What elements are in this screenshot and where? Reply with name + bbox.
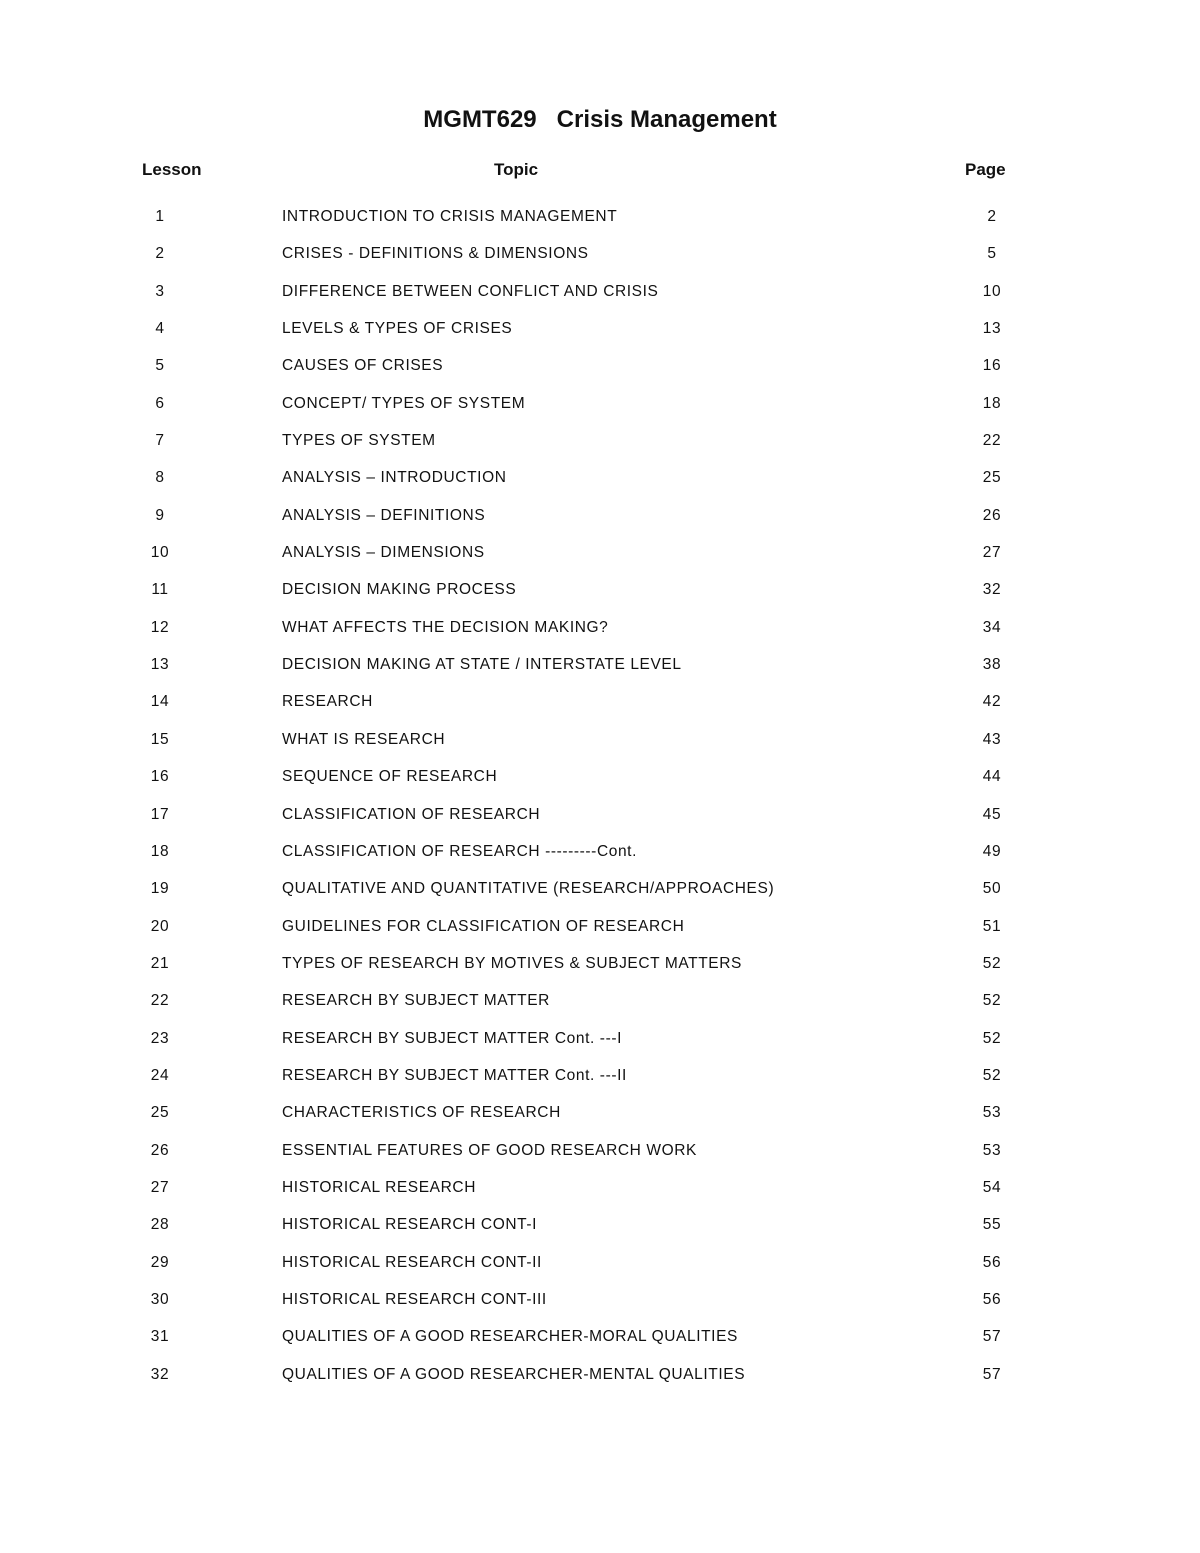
page-number: 2 xyxy=(987,208,997,225)
lesson-number: 7 xyxy=(155,432,165,450)
lesson-number: 9 xyxy=(155,506,165,524)
lesson-number: 26 xyxy=(150,1141,170,1159)
page-number: 34 xyxy=(982,618,1002,636)
table-row xyxy=(0,347,1200,384)
lesson-number: 19 xyxy=(150,880,170,898)
table-row xyxy=(0,796,1200,833)
topic-title: CONCEPT/ TYPES OF SYSTEM xyxy=(282,394,526,412)
lesson-number: 22 xyxy=(150,992,170,1010)
page-number: 49 xyxy=(982,842,1002,860)
topic-title: ESSENTIAL FEATURES OF GOOD RESEARCH WORK xyxy=(282,1141,697,1159)
topic-title: WHAT AFFECTS THE DECISION MAKING? xyxy=(282,618,609,636)
lesson-number: 8 xyxy=(155,469,165,487)
lesson-number: 23 xyxy=(150,1029,170,1047)
page-number: 45 xyxy=(982,805,1002,823)
page-number: 26 xyxy=(982,506,1002,524)
page-number: 18 xyxy=(982,394,1002,412)
page-number: 25 xyxy=(982,469,1002,487)
table-row xyxy=(0,908,1200,945)
lesson-number: 30 xyxy=(150,1290,170,1308)
topic-title: CAUSES OF CRISES xyxy=(282,357,444,375)
topic-title: RESEARCH BY SUBJECT MATTER xyxy=(282,992,550,1010)
lesson-number: 24 xyxy=(150,1066,170,1084)
lesson-number: 4 xyxy=(155,320,165,338)
table-row xyxy=(0,1020,1200,1057)
topic-title: CHARACTERISTICS OF RESEARCH xyxy=(282,1104,561,1122)
page-number: 52 xyxy=(982,992,1002,1010)
page-number: 53 xyxy=(982,1104,1002,1122)
lesson-number: 17 xyxy=(150,805,170,823)
topic-title: GUIDELINES FOR CLASSIFICATION OF RESEARCH xyxy=(282,917,685,935)
topic-title: HISTORICAL RESEARCH CONT-I xyxy=(282,1216,538,1234)
lesson-number: 29 xyxy=(150,1253,170,1271)
table-row xyxy=(0,497,1200,534)
page-number: 53 xyxy=(982,1141,1002,1159)
topic-title: HISTORICAL RESEARCH CONT-II xyxy=(282,1253,542,1271)
page-title: MGMT629 Crisis Management xyxy=(423,106,777,133)
page-number: 5 xyxy=(987,245,997,263)
table-row xyxy=(0,1169,1200,1206)
page-number: 16 xyxy=(982,357,1002,375)
page-number: 38 xyxy=(982,656,1002,674)
lesson-number: 15 xyxy=(150,730,170,748)
table-row xyxy=(0,1356,1200,1393)
table-row xyxy=(0,1206,1200,1243)
topic-title: QUALITATIVE AND QUANTITATIVE (RESEARCH/APPROACHES) xyxy=(282,880,775,898)
table-row xyxy=(0,235,1200,272)
table-row xyxy=(0,870,1200,907)
table-row xyxy=(0,385,1200,422)
lesson-number: 16 xyxy=(150,768,170,786)
table-row xyxy=(0,683,1200,720)
page-number: 42 xyxy=(982,693,1002,711)
table-row xyxy=(0,1244,1200,1281)
page-column-header: Page xyxy=(965,160,1006,179)
table-row xyxy=(0,833,1200,870)
page-number: 43 xyxy=(982,730,1002,748)
table-row xyxy=(0,422,1200,459)
topic-title: DECISION MAKING AT STATE / INTERSTATE LEVEL xyxy=(282,656,682,674)
topic-title: HISTORICAL RESEARCH CONT-III xyxy=(282,1290,547,1308)
topic-title: RESEARCH xyxy=(282,693,373,711)
page-number: 44 xyxy=(982,768,1002,786)
table-row xyxy=(0,1094,1200,1131)
lesson-number: 6 xyxy=(155,394,165,412)
lesson-number: 14 xyxy=(150,693,170,711)
page-number: 57 xyxy=(982,1365,1002,1383)
lesson-number: 3 xyxy=(155,282,165,300)
table-row xyxy=(0,198,1200,235)
table-row xyxy=(0,310,1200,347)
table-of-contents xyxy=(0,198,1200,1393)
page-number: 32 xyxy=(982,581,1002,599)
page-number: 51 xyxy=(982,917,1002,935)
topic-title: HISTORICAL RESEARCH xyxy=(282,1178,476,1196)
page-number: 22 xyxy=(982,432,1002,450)
table-row xyxy=(0,982,1200,1019)
table-row xyxy=(0,534,1200,571)
page-number: 52 xyxy=(982,954,1002,972)
page-number: 13 xyxy=(982,320,1002,338)
topic-title: CLASSIFICATION OF RESEARCH ---------Cont. xyxy=(282,842,637,860)
topic-title: RESEARCH BY SUBJECT MATTER Cont. ---I xyxy=(282,1029,623,1047)
page-number: 10 xyxy=(982,282,1002,300)
table-row xyxy=(0,609,1200,646)
topic-title: INTRODUCTION TO CRISIS MANAGEMENT xyxy=(282,208,618,225)
table-row xyxy=(0,571,1200,608)
page-number: 55 xyxy=(982,1216,1002,1234)
lesson-number: 25 xyxy=(150,1104,170,1122)
lesson-number: 2 xyxy=(155,245,165,263)
lesson-number: 28 xyxy=(150,1216,170,1234)
topic-title: ANALYSIS – DIMENSIONS xyxy=(282,544,485,562)
topic-title: DECISION MAKING PROCESS xyxy=(282,581,517,599)
page-number: 57 xyxy=(982,1328,1002,1346)
topic-title: QUALITIES OF A GOOD RESEARCHER-MORAL QUALITIES xyxy=(282,1328,738,1346)
page-number: 56 xyxy=(982,1290,1002,1308)
table-row xyxy=(0,459,1200,496)
table-row xyxy=(0,646,1200,683)
topic-title: ANALYSIS – DEFINITIONS xyxy=(282,506,486,524)
table-row xyxy=(0,758,1200,795)
topic-title: SEQUENCE OF RESEARCH xyxy=(282,768,498,786)
page-number: 54 xyxy=(982,1178,1002,1196)
lesson-number: 20 xyxy=(150,917,170,935)
lesson-number: 27 xyxy=(150,1178,170,1196)
lesson-column-header: Lesson xyxy=(142,160,202,179)
lesson-number: 32 xyxy=(150,1365,170,1383)
lesson-number: 21 xyxy=(150,954,170,972)
page-number: 27 xyxy=(982,544,1002,562)
lesson-number: 10 xyxy=(150,544,170,562)
table-row xyxy=(0,273,1200,310)
lesson-number: 11 xyxy=(151,581,169,599)
page-number: 52 xyxy=(982,1029,1002,1047)
table-row xyxy=(0,1132,1200,1169)
table-row xyxy=(0,1318,1200,1355)
page-number: 56 xyxy=(982,1253,1002,1271)
topic-title: TYPES OF SYSTEM xyxy=(282,432,436,450)
topic-title: DIFFERENCE BETWEEN CONFLICT AND CRISIS xyxy=(282,282,659,300)
lesson-number: 5 xyxy=(155,357,165,375)
lesson-number: 13 xyxy=(150,656,170,674)
page-number: 52 xyxy=(982,1066,1002,1084)
lesson-number: 1 xyxy=(155,208,165,225)
page-number: 50 xyxy=(982,880,1002,898)
table-row xyxy=(0,1281,1200,1318)
lesson-number: 18 xyxy=(150,842,170,860)
topic-column-header: Topic xyxy=(494,160,539,179)
topic-title: CLASSIFICATION OF RESEARCH xyxy=(282,805,541,823)
topic-title: CRISES - DEFINITIONS & DIMENSIONS xyxy=(282,245,589,263)
topic-title: RESEARCH BY SUBJECT MATTER Cont. ---II xyxy=(282,1066,627,1084)
table-row xyxy=(0,1057,1200,1094)
lesson-number: 31 xyxy=(150,1328,170,1346)
lesson-number: 12 xyxy=(150,618,170,636)
topic-title: ANALYSIS – INTRODUCTION xyxy=(282,469,507,487)
topic-title: LEVELS & TYPES OF CRISES xyxy=(282,320,513,338)
table-row xyxy=(0,721,1200,758)
topic-title: WHAT IS RESEARCH xyxy=(282,730,446,748)
topic-title: TYPES OF RESEARCH BY MOTIVES & SUBJECT MATTERS xyxy=(282,954,742,972)
topic-title: QUALITIES OF A GOOD RESEARCHER-MENTAL QUALITIES xyxy=(282,1365,746,1383)
table-row xyxy=(0,945,1200,982)
